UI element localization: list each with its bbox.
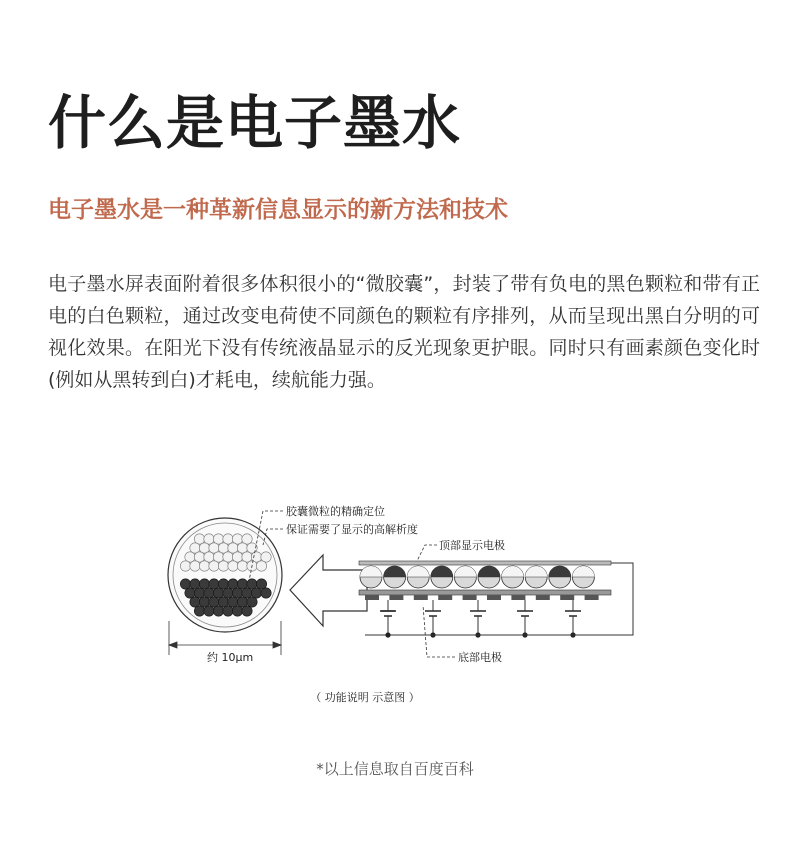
electrode-pad bbox=[365, 595, 379, 600]
circuit-lines bbox=[365, 600, 595, 638]
black-particle bbox=[204, 606, 214, 616]
black-particle bbox=[261, 588, 271, 598]
black-particle bbox=[223, 606, 233, 616]
white-particle bbox=[237, 561, 247, 571]
micro-capsule bbox=[384, 566, 406, 588]
label-size: 约 10μm bbox=[207, 651, 254, 664]
white-particle bbox=[218, 561, 228, 571]
micro-capsule bbox=[478, 566, 500, 588]
electrode-pad bbox=[585, 595, 599, 600]
magnified-capsule bbox=[168, 518, 282, 632]
micro-capsule bbox=[454, 566, 476, 588]
display-cross-section bbox=[359, 561, 633, 638]
white-particle bbox=[180, 561, 190, 571]
circuit-node bbox=[385, 632, 390, 637]
micro-capsule bbox=[407, 566, 429, 588]
magnify-arrow bbox=[290, 555, 367, 626]
electrode-pads bbox=[365, 595, 599, 600]
black-particle bbox=[194, 606, 204, 616]
electrode-pad bbox=[560, 595, 574, 600]
top-electrode-layer bbox=[359, 561, 611, 565]
electrode-pad bbox=[463, 595, 477, 600]
diagram-caption: （ 功能说明 示意图 ） bbox=[310, 691, 420, 704]
micro-capsule bbox=[525, 566, 547, 588]
label-capsule-positioning: 胶囊微粒的精确定位 bbox=[286, 505, 385, 518]
electrode-pad bbox=[389, 595, 403, 600]
capsule-row bbox=[360, 566, 594, 588]
electrode-pad bbox=[511, 595, 525, 600]
white-particle bbox=[256, 561, 266, 571]
white-particle bbox=[199, 561, 209, 571]
black-particle bbox=[242, 606, 252, 616]
page-title: 什么是电子墨水 bbox=[48, 89, 462, 157]
white-particle bbox=[209, 561, 219, 571]
electrode-pad bbox=[414, 595, 428, 600]
label-resolution: 保证需要了显示的高解析度 bbox=[286, 523, 418, 536]
bottom-electrode-layer bbox=[359, 590, 611, 595]
white-particle bbox=[228, 561, 238, 571]
black-particle bbox=[185, 588, 195, 598]
black-particle bbox=[232, 606, 242, 616]
white-particle bbox=[190, 561, 200, 571]
micro-capsule bbox=[431, 566, 453, 588]
black-particle bbox=[213, 606, 223, 616]
intro-paragraph: 电子墨水屏表面附着很多体积很小的“微胶囊”，封装了带有负电的黑色颗粒和带有正电的白色颗粒，通过改变电荷使不同颜色的颗粒有序排列，从而呈现出黑白分明的可视化效果。在阳光下没有传统液晶显示的反光现象更护眼。同时只有画素颜色变化时(例如从黑转到白)才耗电，续航能力强。 bbox=[48, 273, 760, 391]
micro-capsule bbox=[549, 566, 571, 588]
electrode-pad bbox=[487, 595, 501, 600]
label-bottom-electrode: 底部电极 bbox=[458, 651, 502, 664]
e-ink-diagram bbox=[155, 495, 645, 715]
black-particle bbox=[247, 597, 257, 607]
micro-capsule bbox=[572, 566, 594, 588]
micro-capsule bbox=[360, 566, 382, 588]
label-top-electrode: 顶部显示电极 bbox=[439, 539, 505, 552]
page-subtitle: 电子墨水是一种革新信息显示的新方法和技术 bbox=[48, 197, 508, 223]
electrode-pad bbox=[438, 595, 452, 600]
micro-capsule bbox=[502, 566, 524, 588]
electrode-pad bbox=[536, 595, 550, 600]
source-footnote: *以上信息取自百度百科 bbox=[316, 760, 474, 778]
